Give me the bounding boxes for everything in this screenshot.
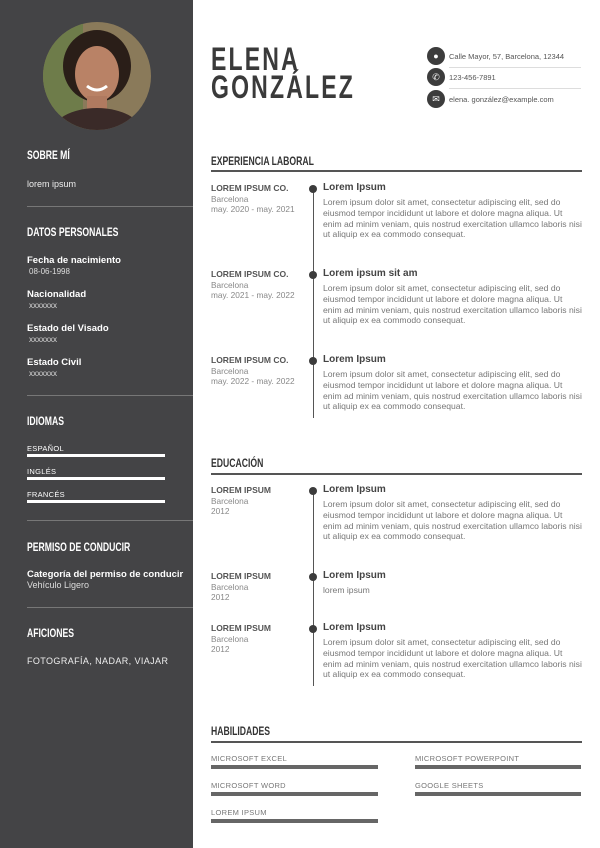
timeline-line — [313, 490, 314, 686]
language-name: INGLÉS — [27, 467, 57, 476]
language-level-bar — [27, 477, 165, 480]
languages-heading: IDIOMAS — [27, 414, 64, 428]
entry-description: Lorem ipsum dolor sit amet, consectetur adipiscing elit, sed do eiusmod tempor incididunt ut labore et dolore magna aliqua. Ut enim ad minim veniam, quis nostrud exercitation ullamco laboris nisi ut aliquip ex ea commodo consequat. — [323, 369, 582, 412]
entry-dates: 2012 — [211, 592, 230, 602]
about-text: lorem ipsum — [27, 179, 77, 189]
entry-description: Lorem ipsum dolor sit amet, consectetur adipiscing elit, sed do eiusmod tempor incididunt ut labore et dolore magna aliqua. Ut enim ad minim veniam, quis nostrud exercitation ullamco laboris nisi ut aliquip ex ea commodo consequat. — [323, 499, 582, 542]
entry-org-name: LOREM IPSUM CO. — [211, 183, 289, 193]
language-level-bar — [27, 454, 165, 457]
divider — [27, 395, 193, 396]
entry-city: Barcelona — [211, 633, 249, 644]
personal-label: Nacionalidad — [27, 289, 87, 300]
entry-org — [211, 623, 306, 655]
divider — [27, 607, 193, 608]
personal-label: Fecha de nacimiento — [27, 255, 121, 266]
entry-description: lorem ipsum — [323, 585, 370, 595]
personal-value: 08-06-1998 — [29, 267, 70, 276]
personal-value: xxxxxxx — [29, 335, 57, 344]
personal-heading: DATOS PERSONALES — [27, 225, 119, 239]
divider — [211, 741, 582, 743]
language-name: ESPAÑOL — [27, 444, 64, 453]
skills-heading: HABILIDADES — [211, 724, 271, 738]
entry-title: Lorem Ipsum — [323, 622, 386, 633]
skill-name: MICROSOFT WORD — [211, 781, 286, 790]
skill-name: LOREM IPSUM — [211, 808, 267, 817]
divider — [211, 170, 582, 172]
entry-org-name: LOREM IPSUM — [211, 485, 271, 495]
entry-city: Barcelona — [211, 365, 249, 376]
entry-org-name: LOREM IPSUM CO. — [211, 355, 289, 365]
entry-dates: may. 2022 - may. 2022 — [211, 376, 295, 386]
email-icon: ✉ — [427, 90, 445, 108]
entry-description: Lorem ipsum dolor sit amet, consectetur adipiscing elit, sed do eiusmod tempor incididunt ut labore et dolore magna aliqua. Ut enim ad minim veniam, quis nostrud exercitation ullamco laboris nisi ut aliquip ex ea commodo consequat. — [323, 197, 582, 240]
timeline-dot — [309, 185, 317, 193]
entry-dates: may. 2021 - may. 2022 — [211, 290, 295, 300]
timeline-dot — [309, 357, 317, 365]
skill-name: MICROSOFT POWERPOINT — [415, 754, 520, 763]
personal-value: xxxxxxx — [29, 369, 57, 378]
first-name: ELENA — [211, 41, 300, 77]
divider — [27, 206, 193, 207]
experience-heading: EXPERIENCIA LABORAL — [211, 154, 314, 168]
skill-level-bar — [211, 792, 378, 796]
divider — [27, 520, 193, 521]
entry-city: Barcelona — [211, 495, 249, 506]
entry-dates: may. 2020 - may. 2021 — [211, 204, 295, 214]
hobbies-text: FOTOGRAFÍA, NADAR, VIAJAR — [27, 656, 169, 666]
entry-org — [211, 183, 306, 215]
personal-value: xxxxxxx — [29, 301, 57, 310]
hobbies-heading: AFICIONES — [27, 626, 75, 640]
contact-address: Calle Mayor, 57, Barcelona, 12344 — [449, 52, 565, 61]
divider — [211, 473, 582, 475]
entry-dates: 2012 — [211, 644, 230, 654]
timeline-dot — [309, 573, 317, 581]
entry-city: Barcelona — [211, 193, 249, 204]
entry-city: Barcelona — [211, 279, 249, 290]
entry-org — [211, 485, 306, 517]
timeline-dot — [309, 625, 317, 633]
entry-org-name: LOREM IPSUM — [211, 571, 271, 581]
entry-title: Lorem Ipsum — [323, 570, 386, 581]
about-heading: SOBRE MÍ — [27, 148, 70, 162]
skill-level-bar — [211, 765, 378, 769]
entry-title: Lorem Ipsum — [323, 354, 386, 365]
timeline-dot — [309, 271, 317, 279]
last-name: GONZÁLEZ — [211, 69, 355, 105]
sidebar — [0, 0, 193, 848]
entry-description: Lorem ipsum dolor sit amet, consectetur adipiscing elit, sed do eiusmod tempor incididunt ut labore et dolore magna aliqua. Ut enim ad minim veniam, quis nostrud exercitation ullamco laboris nisi ut aliquip ex ea commodo consequat. — [323, 637, 582, 680]
entry-org — [211, 571, 306, 603]
license-heading: PERMISO DE CONDUCIR — [27, 540, 131, 554]
education-heading: EDUCACIÓN — [211, 456, 264, 470]
skill-name: MICROSOFT EXCEL — [211, 754, 288, 763]
language-name: FRANCÉS — [27, 490, 65, 499]
skill-level-bar — [415, 792, 581, 796]
personal-label: Estado del Visado — [27, 323, 109, 334]
entry-description: Lorem ipsum dolor sit amet, consectetur adipiscing elit, sed do eiusmod tempor incididunt ut labore et dolore magna aliqua. Ut enim ad minim veniam, quis nostrud exercitation ullamco laboris nisi ut aliquip ex ea commodo consequat. — [323, 283, 582, 326]
license-label: Categoría del permiso de conducir — [27, 569, 184, 580]
contact-email[interactable]: elena. gonzález@example.com — [449, 95, 554, 104]
personal-label: Estado Civil — [27, 357, 82, 368]
skill-name: GOOGLE SHEETS — [415, 781, 484, 790]
profile-photo — [43, 22, 151, 130]
entry-org-name: LOREM IPSUM — [211, 623, 271, 633]
timeline-dot — [309, 487, 317, 495]
timeline-line — [313, 188, 314, 418]
divider — [449, 88, 581, 89]
contact-phone: 123-456-7891 — [449, 73, 496, 82]
skill-level-bar — [211, 819, 378, 823]
entry-city: Barcelona — [211, 581, 249, 592]
license-value: Vehículo Ligero — [27, 580, 90, 590]
skill-level-bar — [415, 765, 581, 769]
entry-dates: 2012 — [211, 506, 230, 516]
divider — [449, 67, 581, 68]
entry-title: Lorem ipsum sit am — [323, 268, 418, 279]
location-pin-icon: ● — [427, 47, 445, 65]
entry-title: Lorem Ipsum — [323, 182, 386, 193]
entry-org — [211, 355, 306, 387]
language-level-bar — [27, 500, 165, 503]
phone-icon: ✆ — [427, 68, 445, 86]
entry-org-name: LOREM IPSUM CO. — [211, 269, 289, 279]
entry-title: Lorem Ipsum — [323, 484, 386, 495]
entry-org — [211, 269, 306, 301]
